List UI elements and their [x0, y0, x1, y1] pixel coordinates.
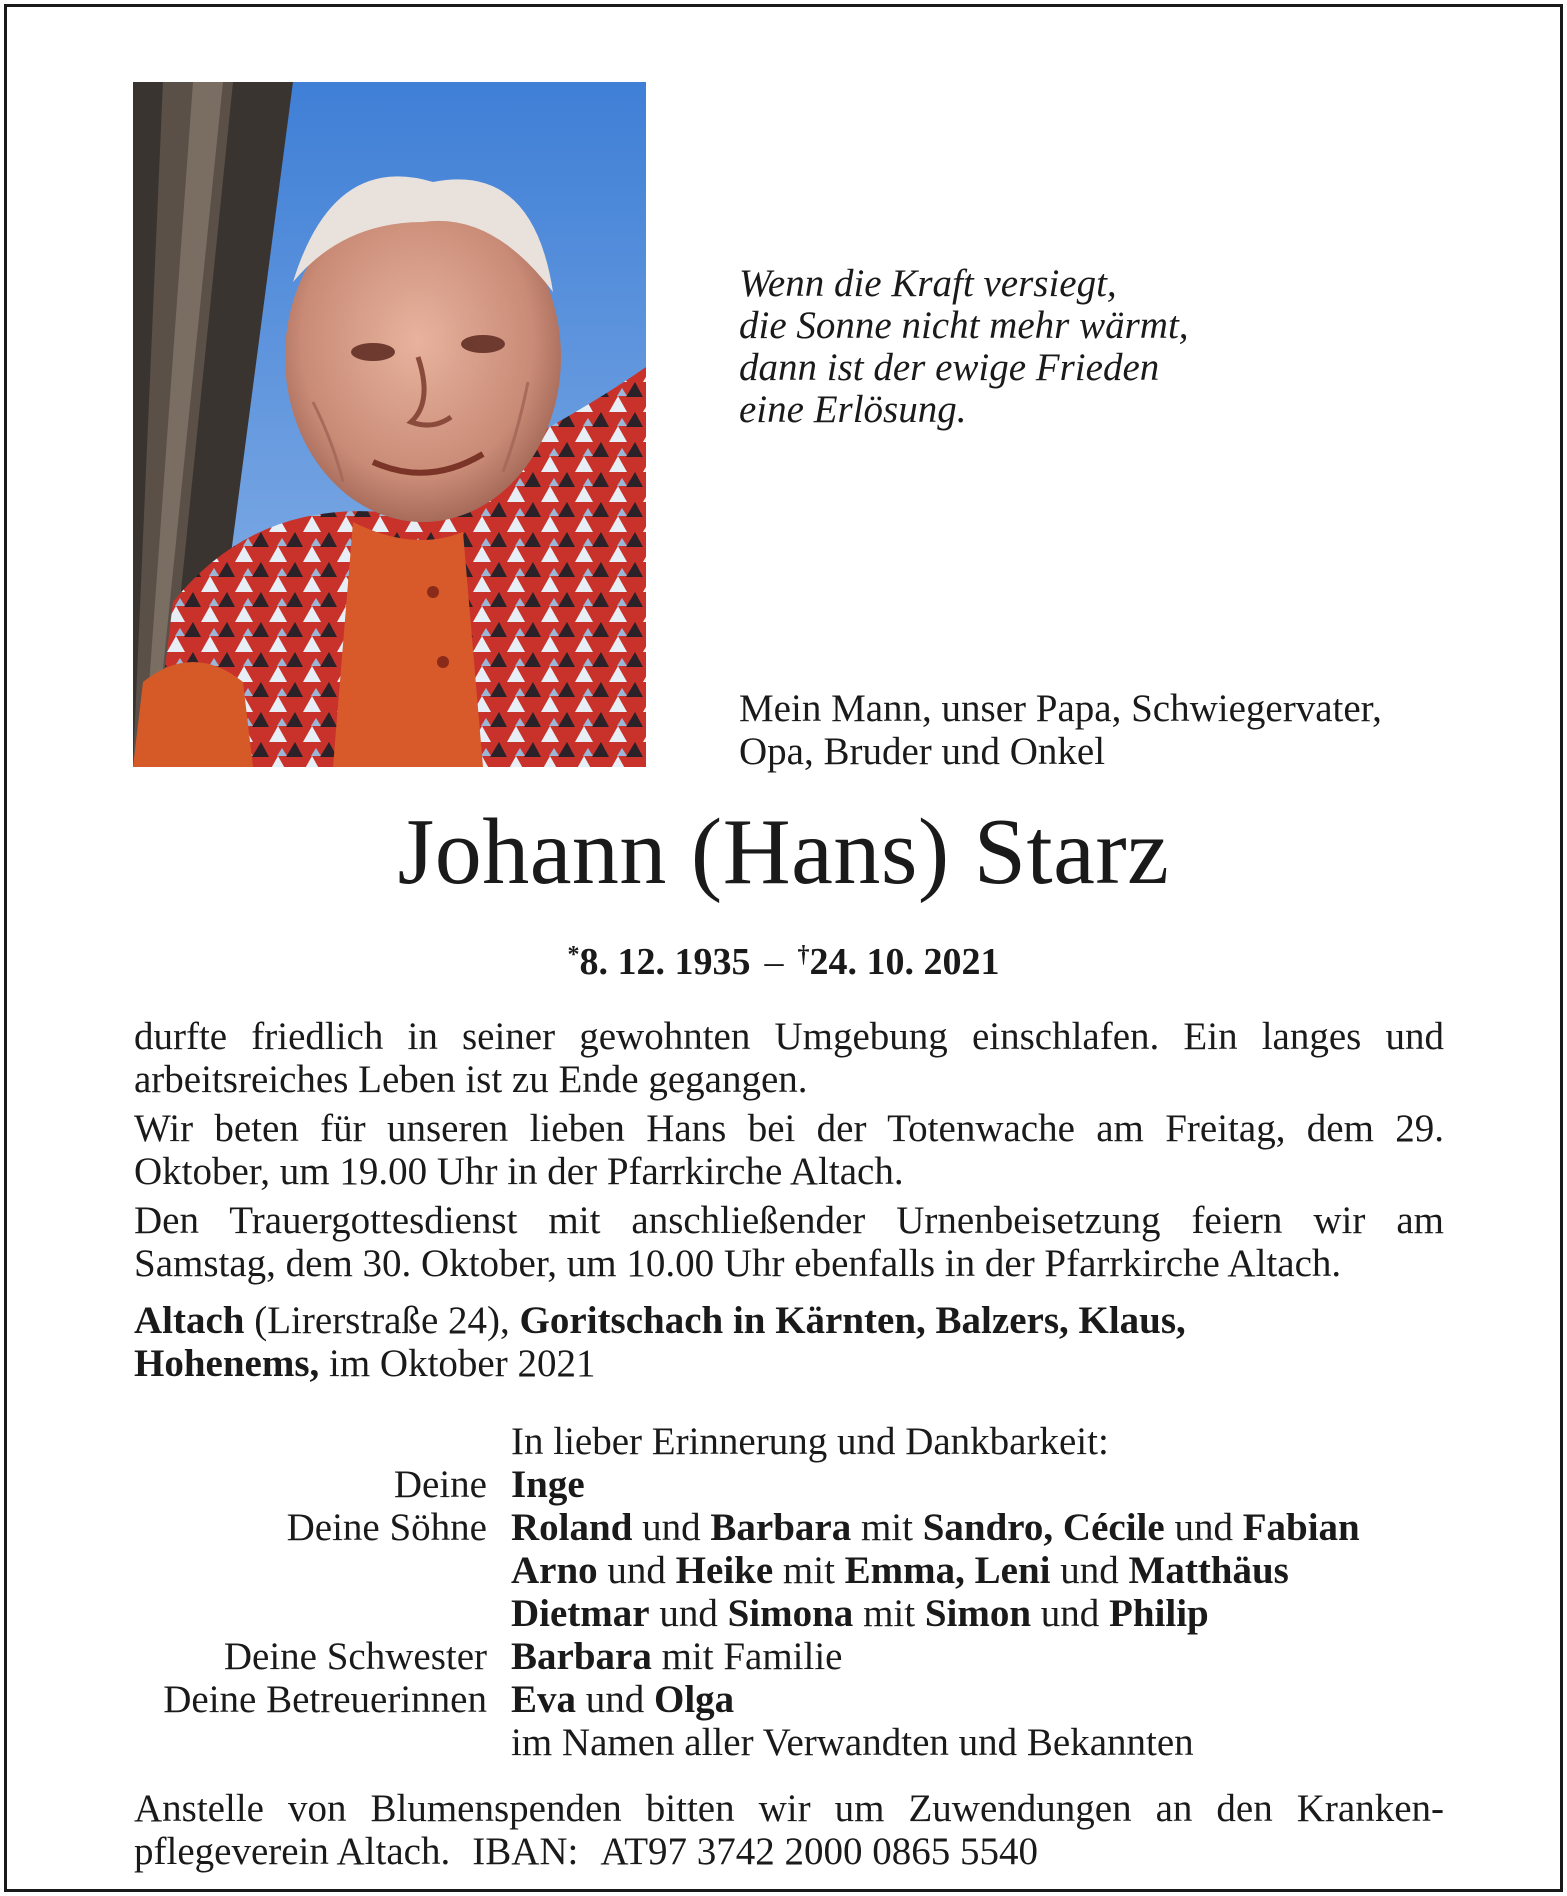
family-closing: im Namen aller Verwandten und Bekannten	[511, 1721, 1194, 1764]
joiner: und	[1050, 1549, 1129, 1592]
death-date: 24. 10. 2021	[809, 941, 1000, 983]
family-row	[107, 1678, 1507, 1721]
family-header: In lieber Erinnerung und Dankbarkeit:	[511, 1420, 1109, 1463]
family-member: Inge	[511, 1463, 585, 1506]
quote-line: dann ist der ewige Frieden	[739, 346, 1160, 389]
date-separator: –	[764, 941, 784, 983]
quote-line: Wenn die Kraft versiegt,	[739, 262, 1117, 305]
life-dates	[7, 933, 1560, 984]
joiner: mit Familie	[651, 1635, 843, 1678]
portrait-illustration	[133, 82, 646, 767]
quote-line: die Sonne nicht mehr wärmt,	[739, 304, 1189, 347]
family-closing-row	[107, 1721, 1507, 1764]
family-member: Matthäus	[1128, 1549, 1289, 1592]
place-and-date	[134, 1299, 1444, 1385]
intro-line: Mein Mann, unser Papa, Schwiegervater,	[739, 687, 1382, 730]
joiner: und	[649, 1592, 728, 1635]
birth-symbol: *	[567, 942, 580, 968]
death-symbol: †	[797, 942, 810, 968]
donation-line-2	[134, 1830, 1444, 1873]
paragraph: durfte friedlich in seiner gewohnten Umgebung einschlafen. Ein langes und arbeitsreiches Leben ist zu Ende gegangen.	[134, 1015, 1444, 1101]
quote-line: eine Erlösung.	[739, 388, 967, 431]
family-member: Barbara	[710, 1506, 852, 1549]
paragraph: Den Trauergottesdienst mit anschließender Urnenbeisetzung feiern wir am Samstag, dem 30. Oktober, um 10.00 Uhr ebenfalls in der Pfarrkirche Altach.	[134, 1199, 1444, 1285]
family-member: Emma, Leni	[844, 1549, 1051, 1592]
family-label: Deine Schwester	[223, 1635, 487, 1678]
town: Altach	[134, 1299, 245, 1342]
joiner: und	[576, 1678, 655, 1721]
family-list	[107, 1420, 1507, 1764]
obituary-card	[4, 4, 1563, 1892]
other-places-cont: Hohenems,	[134, 1342, 320, 1385]
donation-line: Anstelle von Blumenspenden bitten wir um Zuwendungen an den Kranken-	[134, 1787, 1444, 1830]
family-header-row	[107, 1420, 1507, 1463]
family-member: Barbara	[511, 1635, 652, 1678]
obituary-text	[134, 1015, 1444, 1385]
family-member: Simona	[727, 1592, 854, 1635]
family-member: Simon	[924, 1592, 1032, 1635]
family-member: Arno	[511, 1549, 598, 1592]
paragraph: Wir beten für unseren lieben Hans bei der Totenwache am Freitag, dem 29. Oktober, um 19.00 Uhr in der Pfarrkirche Altach.	[134, 1107, 1444, 1193]
joiner: und	[597, 1549, 676, 1592]
family-member: Heike	[675, 1549, 774, 1592]
family-member: Dietmar	[511, 1592, 650, 1635]
iban-number: AT97 3742 2000 0865 5540	[600, 1830, 1039, 1873]
deceased-name: Johann (Hans) Starz	[397, 800, 1170, 904]
intro-line: Opa, Bruder und Onkel	[739, 730, 1106, 773]
family-member: Olga	[654, 1678, 735, 1721]
joiner: und	[1031, 1592, 1110, 1635]
birth-date: 8. 12. 1935	[579, 941, 751, 983]
relation-intro	[739, 687, 1499, 773]
family-member: Sandro, Cécile	[922, 1506, 1165, 1549]
iban-label: IBAN:	[472, 1830, 579, 1873]
family-member: Roland	[511, 1506, 633, 1549]
donation-note	[134, 1787, 1444, 1873]
family-row	[107, 1463, 1507, 1506]
portrait-photo	[133, 82, 646, 767]
family-member: Eva	[511, 1678, 577, 1721]
other-places: Goritschach in Kärnten, Balzers, Klaus,	[519, 1299, 1186, 1342]
address: (Lirerstraße 24),	[244, 1299, 520, 1342]
family-row	[107, 1592, 1507, 1635]
donation-recipient: pflegeverein Altach.	[134, 1830, 451, 1873]
family-row	[107, 1635, 1507, 1678]
family-label: Deine Betreuerinnen	[163, 1678, 487, 1721]
family-member: Fabian	[1242, 1506, 1360, 1549]
memorial-quote	[739, 263, 1499, 431]
joiner: mit	[853, 1592, 925, 1635]
family-label: Deine	[393, 1463, 487, 1506]
notice-date: im Oktober 2021	[319, 1342, 596, 1385]
joiner: mit	[773, 1549, 845, 1592]
family-row	[107, 1549, 1507, 1592]
family-label: Deine Söhne	[286, 1506, 487, 1549]
joiner: und	[1164, 1506, 1243, 1549]
joiner: und	[632, 1506, 711, 1549]
family-member: Philip	[1109, 1592, 1209, 1635]
family-row	[107, 1506, 1507, 1549]
joiner: mit	[851, 1506, 923, 1549]
